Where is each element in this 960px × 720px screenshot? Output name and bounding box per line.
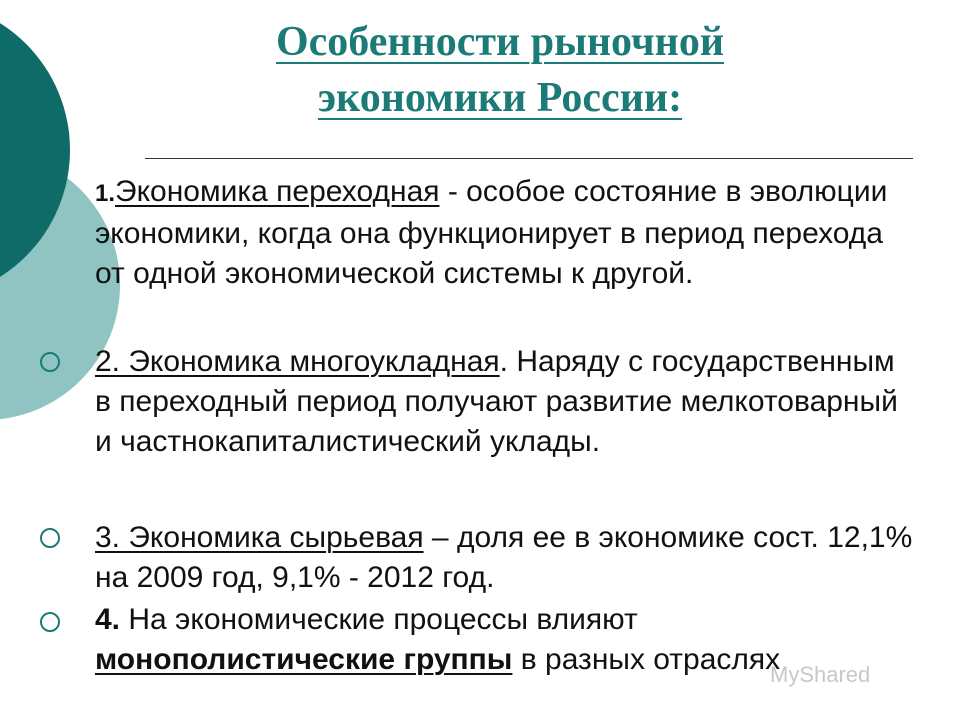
item-4-text-after: в разных отраслях	[512, 643, 781, 676]
item-3-text: – доля ее в экономике сост. 12,1% на 2009 год, 9,1% - 2012 год.	[95, 521, 913, 594]
bullet-icon	[40, 352, 60, 372]
title-divider	[145, 158, 913, 159]
slide-title	[130, 14, 870, 126]
bullet-icon	[40, 612, 60, 632]
title-line-1: Особенности рыночной	[275, 19, 725, 65]
item-1-term: Экономика переходная	[115, 175, 440, 208]
item-1-number: 1.	[95, 180, 116, 207]
list-item-2	[95, 342, 915, 462]
item-4-text-before: На экономические процессы влияют	[120, 603, 638, 636]
list-item-3	[95, 518, 915, 598]
item-2-term: 2. Экономика многоукладная	[95, 345, 500, 378]
bullet-icon	[40, 528, 60, 548]
title-line-2: экономики России:	[317, 75, 683, 121]
item-3-term: 3. Экономика сырьевая	[95, 521, 424, 554]
item-4-number: 4.	[95, 603, 121, 636]
list-item-1	[95, 172, 915, 294]
item-1-text: - особое состояние в эволюции экономики, когда она функционирует в период перехода от одной экономической системы к другой.	[95, 175, 888, 290]
item-2-text: . Наряду с государственным в переходный период получают развитие мелкотоварный и частнокапиталистический уклады.	[95, 345, 898, 458]
item-4-term: монополистические группы	[95, 643, 513, 676]
watermark-logo: MyShared	[770, 662, 871, 687]
